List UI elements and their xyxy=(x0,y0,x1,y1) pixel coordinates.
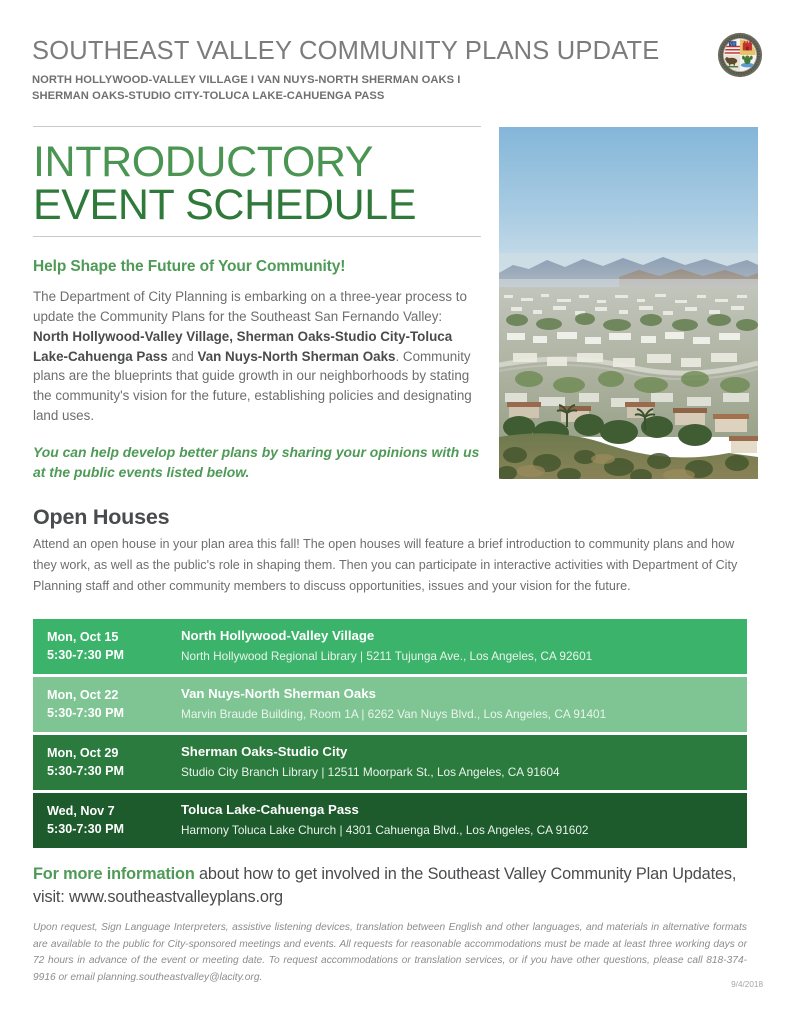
date-stamp: 9/4/2018 xyxy=(731,980,763,989)
schedule-plan-area: Van Nuys-North Sherman Oaks xyxy=(181,686,376,702)
document-header xyxy=(32,38,692,104)
schedule-row xyxy=(33,677,747,732)
schedule-plan-area: North Hollywood-Valley Village xyxy=(181,628,375,644)
more-information-body: about how to get involved in the Southeast Valley Community Plan Updates, visit: www.southeastvalleyplans.org xyxy=(33,865,737,907)
open-houses-paragraph: Attend an open house in your plan area this fall! The open houses will feature a brief introduction to community plans and how they work, as well as the public's role in shaping them. Then you can participate in interactive activities with Department of City Planning staff and other community members to discuss opportunities, issues and your vision for the future. xyxy=(33,537,738,593)
schedule-date: Mon, Oct 22 xyxy=(47,687,119,702)
schedule-venue-address: North Hollywood Regional Library | 5211 Tujunga Ave., Los Angeles, CA 92601 xyxy=(181,648,593,663)
open-houses-heading: Open Houses xyxy=(33,505,170,529)
page-title xyxy=(33,138,481,229)
schedule-datetime xyxy=(47,745,181,781)
schedule-row xyxy=(33,619,747,674)
schedule-plan-area: Toluca Lake-Cahuenga Pass xyxy=(181,802,359,818)
schedule-time: 5:30-7:30 PM xyxy=(47,647,124,662)
header-subtitle-line-1: NORTH HOLLYWOOD-VALLEY VILLAGE I VAN NUYS-NORTH SHERMAN OAKS I xyxy=(32,73,461,86)
header-title: SOUTHEAST VALLEY COMMUNITY PLANS UPDATE xyxy=(32,37,660,65)
plan-area-name: North Hollywood-Valley Village, Sherman Oaks-Studio City-Toluca Lake-Cahuenga Pass xyxy=(33,328,453,364)
valley-aerial-photo xyxy=(499,127,758,479)
paragraph-text: The Department of City Planning is embarking on a three-year process to update the Community Plans for the Southeast San Fernando Valley: xyxy=(33,289,467,324)
schedule-datetime xyxy=(47,629,181,665)
schedule-time: 5:30-7:30 PM xyxy=(47,821,124,836)
page-title-line-1: INTRODUCTORY xyxy=(33,138,374,186)
header-subtitle xyxy=(32,72,692,104)
intro-callout: You can help develop better plans by sharing your opinions with us at the public events listed below. xyxy=(33,443,480,481)
title-rule-bottom xyxy=(33,236,481,237)
event-schedule-table xyxy=(33,619,747,848)
schedule-venue-address: Studio City Branch Library | 12511 Moorpark St., Los Angeles, CA 91604 xyxy=(181,764,560,779)
schedule-time: 5:30-7:30 PM xyxy=(47,763,124,778)
intro-heading: Help Shape the Future of Your Community! xyxy=(33,258,346,276)
schedule-date: Wed, Nov 7 xyxy=(47,803,115,818)
paragraph-text: and xyxy=(167,348,198,364)
more-information-lead: For more information xyxy=(33,865,195,883)
schedule-plan-area: Sherman Oaks-Studio City xyxy=(181,744,348,760)
city-seal-icon xyxy=(717,32,763,78)
schedule-time: 5:30-7:30 PM xyxy=(47,705,124,720)
schedule-date: Mon, Oct 29 xyxy=(47,745,119,760)
intro-column xyxy=(33,126,481,482)
page-title-line-2: EVENT SCHEDULE xyxy=(33,180,417,229)
schedule-datetime xyxy=(47,803,181,839)
schedule-location xyxy=(181,627,747,665)
legal-accessibility-notice: Upon request, Sign Language Interpreters, assistive listening devices, translation between English and other languages, and materials in alternative formats are available to the public for City-sponsored meetings and events. All requests for reasonable accommodations must be made at least three working days or 72 hours in advance of the event or meeting date. To request accommodations or translation services, or if you have other questions, please call 818-374-9916 or email planning.southeastvalley@lacity.org. xyxy=(33,922,747,983)
schedule-row xyxy=(33,735,747,790)
schedule-venue-address: Marvin Braude Building, Room 1A | 6262 Van Nuys Blvd., Los Angeles, CA 91401 xyxy=(181,706,607,721)
schedule-venue-address: Harmony Toluca Lake Church | 4301 Cahuenga Blvd., Los Angeles, CA 91602 xyxy=(181,822,589,837)
schedule-datetime xyxy=(47,687,181,723)
paragraph-text: . Community plans are the blueprints that guide growth in our neighborhoods by stating the community's vision for the future, establishing policies and designating land uses. xyxy=(33,348,472,424)
intro-paragraph xyxy=(33,287,481,426)
schedule-location xyxy=(181,743,747,781)
header-subtitle-line-2: SHERMAN OAKS-STUDIO CITY-TOLUCA LAKE-CAHUENGA PASS xyxy=(32,90,385,102)
schedule-location xyxy=(181,801,747,839)
more-information-text xyxy=(33,863,747,909)
title-rule-top xyxy=(33,126,481,127)
schedule-date: Mon, Oct 15 xyxy=(47,629,119,644)
schedule-location xyxy=(181,685,747,723)
plan-area-name: Van Nuys-North Sherman Oaks xyxy=(197,348,396,364)
schedule-row xyxy=(33,793,747,848)
